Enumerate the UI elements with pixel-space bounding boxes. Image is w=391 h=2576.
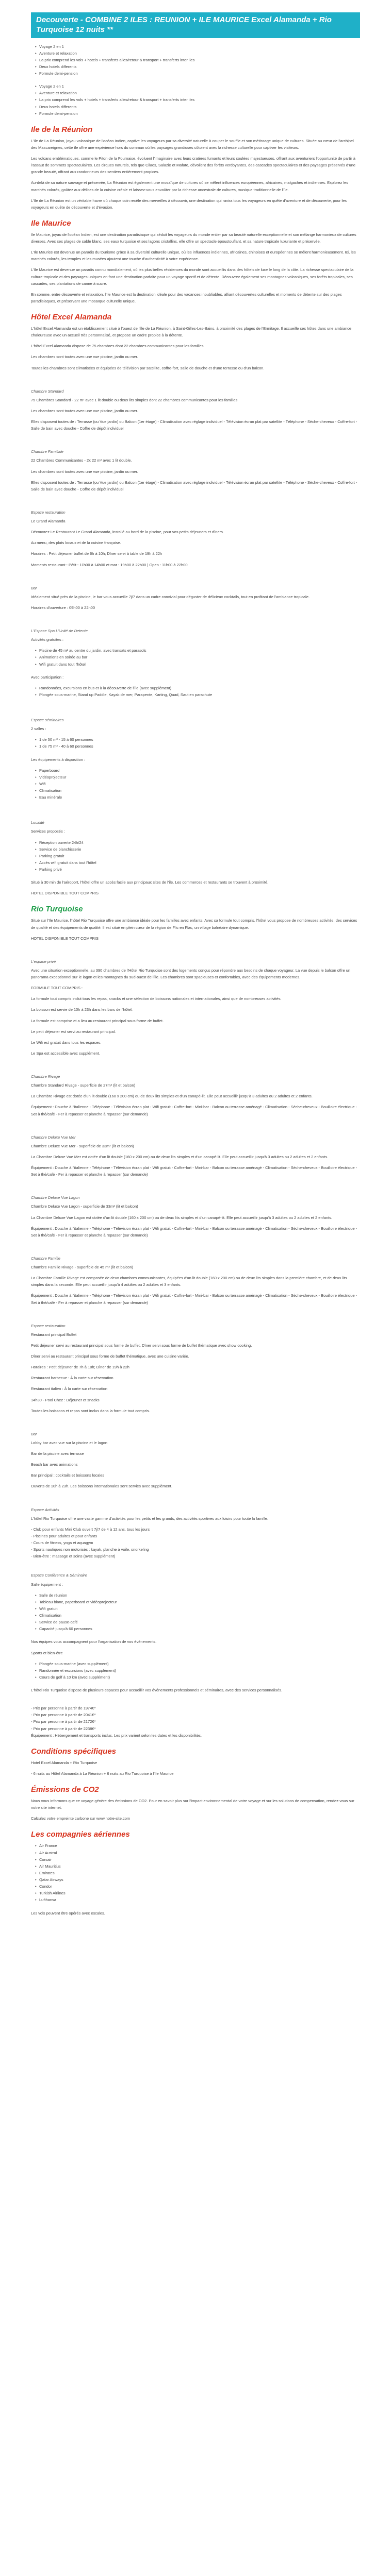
list-item: • Parking gratuit bbox=[35, 853, 360, 859]
list-item: • Cours de golf à 10 km (avec supplément) bbox=[35, 1674, 360, 1681]
rio-rooms4-label: Chambre Famille bbox=[31, 1256, 61, 1261]
paragraph: Équipement : Hébergement et transports inclus. Les prix varient selon les dates et les disponibilités. bbox=[31, 1733, 202, 1738]
wellness-label: L'Espace Spa L'Unité de Detente bbox=[31, 629, 88, 633]
paragraph: La Chambre Deluxe Vue Mer est dotée d'un lit double (160 x 200 cm) ou de deux lits simples et d'un canapé-lit. Elle peut accueillir jusqu'à 3 adultes ou 2 adultes et 2 enfants. bbox=[31, 1154, 329, 1159]
paragraph: Chambre Deluxe Vue Mer - superficie de 33m² (lit et balcon) bbox=[31, 1143, 134, 1148]
rio-rooms-label: Chambre Rivage bbox=[31, 1074, 60, 1079]
rooms-label: Chambre Standard bbox=[31, 388, 64, 394]
section-heading-airlines: Les compagnies aériennes bbox=[31, 1830, 130, 1839]
paragraph: La formule tout compris inclut tous les repas, snacks et une sélection de boissons nationales et internationales, ainsi que de nombreuses activités. bbox=[31, 996, 282, 1002]
paragraph: Équipement : Douche à l'italienne - Téléphone - Télévision écran plat - Wifi gratuit - Coffre-fort - Mini-bar - Balcon ou terrasse aménagé - Climatisation - Sèche-cheveux - Bouilloire électrique - Set à thé/café - Fer à repasser et planche à repasser (sur demande) bbox=[31, 1226, 357, 1238]
paragraph: Ouverts de 10h à 23h. Les boissons internationales sont servies avec supplément. bbox=[31, 1484, 172, 1489]
list-item: • 1 de 75 m² - 40 à 60 personnes bbox=[35, 743, 360, 750]
paragraph: - 6 nuits au Hôtel Alamanda à La Réunion + 6 nuits au Rio Turquoise à l'Ile Maurice bbox=[31, 1771, 174, 1776]
airlines-list bbox=[35, 1842, 360, 1903]
paragraph: Situé à 30 min de l'aéroport, l'hôtel offre un accès facile aux principaux sites de l'île. Les commerces et restaurants se trouvent à proximité. bbox=[31, 880, 269, 885]
price-item: - Prix par personne à partir de 1974€* bbox=[31, 1706, 96, 1711]
list-item: • Qatar Airways bbox=[35, 1876, 360, 1883]
restaurant-label: Espace restauration bbox=[31, 510, 66, 515]
list-item: • Randonnée et excursions (avec supplément) bbox=[35, 1667, 360, 1674]
list-item: • Voyage 2 en 1 bbox=[35, 43, 360, 50]
list-item: • Voyage 2 en 1 bbox=[35, 83, 360, 90]
paragraph: Services proposés : bbox=[31, 829, 65, 834]
rio-resto-label: Espace restauration bbox=[31, 1323, 66, 1328]
paragraph: Nous vous informons que ce voyage génère des émissions de CO2. Pour en savoir plus sur l'impact environnemental de votre voyage et sur les solutions de compensation, rendez-vous sur notre site internet. bbox=[31, 1799, 354, 1810]
paragraph: Les chambres sont toutes avec une vue piscine, jardin ou mer. bbox=[31, 408, 138, 413]
paragraph: Horaires : Petit déjeuner de 7h à 10h; Dîner de 19h à 22h bbox=[31, 1365, 129, 1370]
paragraph: L'hôtel Rio Turquoise offre une vaste gamme d'activités pour les petits et les grands, des activités sportives aux loisirs pour toute la famille. bbox=[31, 1516, 269, 1521]
sports-list bbox=[35, 1660, 360, 1681]
paragraph: HOTEL DISPONIBLE TOUT COMPRIS bbox=[31, 891, 99, 896]
paragraph: 2 salles : bbox=[31, 726, 46, 732]
list-item: • Tableau blanc, paperboard et vidéoprojecteur bbox=[35, 1599, 360, 1605]
list-item: - Bien-être : massage et soins (avec supplément) bbox=[31, 1554, 116, 1559]
pricing-list bbox=[31, 1705, 360, 1732]
paragraph: Horaires : Petit déjeuner buffet de 6h à 10h; Dîner servi à table de 19h à 22h bbox=[31, 551, 162, 556]
paragraph: Chambre Deluxe Vue Lagon - superficie de 33m² (lit et balcon) bbox=[31, 1204, 138, 1209]
list-item: • Capacité jusqu'à 60 personnes bbox=[35, 1625, 360, 1632]
list-item: • La prix comprend les vols + hotels + transferts alles/retour & transport + transferts inter iles bbox=[35, 57, 360, 63]
paragraph: L'Ile de La Réunion, joyau volcanique de l'océan Indien, captive les voyageurs par sa diversité naturelle à couper le souffle et son métissage unique de cultures. Située au cœur de l'archipel des Mascareignes, cette île offre une expérience hors du commun où les paysages grandioses côtoient avec la richesse culturelle pour captiver les visiteurs. bbox=[31, 138, 354, 150]
paragraph: Le petit déjeuner est servi au restaurant principal. bbox=[31, 1029, 116, 1034]
paragraph: Restaurant principal Buffet bbox=[31, 1332, 77, 1337]
list-item: • Paperboard bbox=[35, 767, 360, 774]
list-item: • Air Austral bbox=[35, 1850, 360, 1856]
page-title: Decouverte - COMBINE 2 ILES : REUNION + ILE MAURICE Excel Alamanda + Rio Turquoise 12 nuits ** bbox=[31, 12, 360, 38]
paragraph: 14h30 - Pool Chez : Déjeuner et snacks bbox=[31, 1397, 100, 1402]
paragraph: 22 Chambres Communicantes - 2x 22 m² avec 1 lit double. bbox=[31, 458, 132, 463]
section-heading-rio-turquoise: Rio Turquoise bbox=[31, 905, 83, 914]
paragraph: Équipement : Douche à l'italienne - Téléphone - Télévision écran plat - Wifi gratuit - Coffre-fort - Mini-bar - Balcon ou terrasse aménagé - Climatisation - Sèche-cheveux - Bouilloire électrique - Set à thé/café - Fer à repasser et planche à repasser (sur demande) bbox=[31, 1105, 357, 1116]
paragraph: L'Ile Maurice est devenue un paradis connu mondialement, où les plus belles résidences du monde sont accueillis dans des hôtels de luxe le long de la côte. La richesse spectaculaire de la culture tropicale et des paysages uniques en font une destination parfaite pour un voyage sportif et de détente. Découvrez également ses montagnes volcaniques, ses forêts tropicales, ses cascades, ses plantations de canne à sucre. bbox=[31, 267, 354, 286]
equipment-list bbox=[35, 767, 360, 801]
list-item: • Plongée sous-marine (avec supplément) bbox=[35, 1660, 360, 1667]
paragraph: Avec une situation exceptionnelle, au 390 chambres de l'Hôtel Rio Turquoise sont des logements conçus pour répondre aux besoins de chaque voyageur. La vue depuis le balcon offre un panorama exceptionnel sur le lagon et les montagnes du sud-ouest de l'île. Les chambres sont spacieuses et confortables, avec des équipements modernes. bbox=[31, 968, 351, 979]
paragraph: Moments restaurant : Pétit : 11h00 à 14h00 et mar : 19h00 à 22h00 | Open : 11h00 à 22h00 bbox=[31, 562, 188, 567]
wellness2-list bbox=[35, 685, 360, 698]
paragraph: Les chambres sont toutes avec une vue piscine, jardin ou mer. bbox=[31, 354, 138, 360]
paragraph: La Chambre Famille Rivage est composée de deux chambres communicantes, équipées d'un lit double (160 x 200 cm) ou de deux lits simples dans la première chambre, et de deux lits simples dans la seconde. Elle peut accueillir jusqu'à 4 adultes ou 2 adultes et 3 enfants. bbox=[31, 1276, 347, 1287]
list-item: • Condor bbox=[35, 1883, 360, 1890]
list-item: • Parking privé bbox=[35, 866, 360, 873]
list-item: • Service de blanchisserie bbox=[35, 846, 360, 853]
paragraph: L'Ile de La Réunion est un véritable havre où chaque coin recèle des merveilles à découvrir, une destination qui ravira tous les voyageurs en quête d'aventure et de découverte, pour les voyageurs en quête de découverte et d'évasion. bbox=[31, 198, 347, 210]
paragraph: La Chambre Deluxe Vue Lagon est dotée d'un lit double (160 x 200 cm) ou de deux lits simples et d'un canapé-lit. Elle peut accueillir jusqu'à 3 adultes ou 2 adultes et 2 enfants. bbox=[31, 1215, 332, 1220]
section-heading-alamanda: Hôtel Excel Alamanda bbox=[31, 313, 112, 321]
section-heading-maurice: Ile Maurice bbox=[31, 218, 71, 228]
paragraph: Sports et bien-être bbox=[31, 1650, 63, 1655]
paragraph: Découvrez Le Restaurant Le Grand Alamanda, installé au bord de la piscine, pour vos petits déjeuners et dîners. bbox=[31, 530, 224, 535]
paragraph: Bar de la piscine avec terrasse bbox=[31, 1451, 84, 1456]
paragraph: Dîner servi au restaurant principal sous forme de buffet thématique, avec une cuisine variée. bbox=[31, 1354, 189, 1359]
paragraph: En somme, entre découverte et relaxation, l'Ile Maurice est la destination idéale pour des vacances inoubliables, alliant découvertes culturelles et moments de détente sur des plages paradisiaques, et préservant une mosaïque culturelle unique. bbox=[31, 292, 342, 303]
price-item: - Prix par personne à partir de 2041€* bbox=[31, 1713, 96, 1718]
intro-list-repeat bbox=[35, 83, 360, 117]
paragraph: Idéalement situé près de la piscine, le bar vous accueille 7j/7 dans un cadre convivial pour déguster de délicieux cocktails, tout en profitant de l'ambiance tropicale. bbox=[31, 594, 310, 599]
list-item: • La prix comprend les vols + hotels + transferts alles/retour & transport + transferts inter iles bbox=[35, 96, 360, 103]
rooms2-label: Chambre Familiale bbox=[31, 449, 63, 454]
paragraph: Les chambres sont toutes avec une vue piscine, jardin ou mer. bbox=[31, 469, 138, 474]
services-list bbox=[35, 839, 360, 873]
price-item: - Prix par personne à partir de 2238€* bbox=[31, 1726, 96, 1731]
paragraph: Les volcans emblématiques, comme le Piton de la Fournaise, évoluent l'imaginaire avec leurs cratères fumants et leurs coulées majestueuses, offrant aux aventuriers l'opportunité de partir à l'assaut de sommets spectaculaires. Les cirques naturels, tels que Cilaos, Salazie et Mafate, dévoilent des forêts verdoyantes, des cascades spectaculaires et des paysages préservés d'une grande beauté, offrant aux randonneurs des sentiers entièrement propices. bbox=[31, 156, 356, 175]
paragraph: La boisson est servie de 10h à 23h dans les bars de l'hôtel. bbox=[31, 1007, 133, 1012]
list-item: • Turkish Airlines bbox=[35, 1890, 360, 1896]
seminar-list bbox=[35, 736, 360, 750]
paragraph: Restaurant italien : À la carte sur réservation bbox=[31, 1386, 107, 1392]
paragraph: Les équipements à disposition : bbox=[31, 757, 86, 762]
rio-rooms3-label: Chambre Deluxe Vue Lagon bbox=[31, 1195, 80, 1200]
paragraph: Équipement : Douche à l'italienne - Téléphone - Télévision écran plat - Wifi gratuit - Coffre-fort - Mini-bar - Balcon ou terrasse aménagé - Climatisation - Sèche-cheveux - Bouilloire électrique - Set à thé/café - Fer à repasser et planche à repasser (sur demande) bbox=[31, 1165, 357, 1177]
paragraph: Nos équipes vous accompagnent pour l'organisation de vos événements. bbox=[31, 1639, 157, 1645]
paragraph: HOTEL DISPONIBLE TOUT COMPRIS bbox=[31, 936, 99, 941]
list-item: • Emirates bbox=[35, 1870, 360, 1876]
list-item: • Animations en soirée au bar bbox=[35, 654, 360, 660]
list-item: • Aventure et relaxation bbox=[35, 50, 360, 57]
paragraph: La Chambre Rivage est dotée d'un lit double (160 x 200 cm) ou de deux lits simples et d'un canapé-lit. Elle peut accueillir jusqu'à 3 adultes ou 2 adultes et 2 enfants. bbox=[31, 1094, 313, 1099]
paragraph: Salle équipement : bbox=[31, 1582, 63, 1587]
list-item: • Lufthansa bbox=[35, 1896, 360, 1903]
paragraph: FORMULE TOUT COMPRIS : bbox=[31, 986, 83, 991]
rio-activities-label: Espace Activités bbox=[31, 1507, 59, 1512]
list-item: • Eau minérale bbox=[35, 794, 360, 801]
price-item: - Prix par personne à partir de 2172€* bbox=[31, 1719, 96, 1724]
paragraph: Au-delà de sa nature sauvage et préservée, La Réunion est également une mosaïque de cultures où se mêlent influences européennes, africaines, malgaches et indiennes. Explorez les marchés colorés, goûtez aux délices de la cuisine créole et laissez-vous envoûter par la richesse ancestrale de cultures, musique traditionnelle de l'île. bbox=[31, 180, 348, 192]
wellness-list bbox=[35, 647, 360, 667]
paragraph: Toutes les chambres sont climatisées et équipées de télévision par satellite, coffre-fort, salle de douche et d'une terrasse ou d'un balcon. bbox=[31, 365, 265, 370]
paragraph: Beach bar avec animations bbox=[31, 1462, 78, 1467]
list-item: • Piscine de 45 m² au centre du jardin, avec transats et parasols bbox=[35, 647, 360, 654]
activities-list bbox=[31, 1526, 360, 1560]
section-heading-conditions: Conditions spécifiques bbox=[31, 1747, 117, 1756]
list-item: • Accès wifi gratuit dans tout l'hôtel bbox=[35, 859, 360, 866]
list-item: • Wifi gratuit bbox=[35, 1605, 360, 1612]
paragraph: Lobby bar avec vue sur la piscine et le lagon bbox=[31, 1440, 108, 1445]
list-item: • Formule demi-pension bbox=[35, 70, 360, 77]
section-heading-reunion: Ile de la Réunion bbox=[31, 125, 93, 134]
paragraph: Bar principal : cocktails et boissons locales bbox=[31, 1473, 105, 1478]
paragraph: Calculez votre empreinte carbone sur www.notre-site.com bbox=[31, 1816, 131, 1821]
paragraph: Situé sur l'Ile Maurice, l'hôtel Rio Turquoise offre une ambiance idéale pour les familles avec enfants. Avec sa formule tout compris, l'hôtel vous propose de nombreuses activités, des services de qualité et des équipements de qualité. Il est situé en plein cœur de la région de Flic en Flac, un village balnéaire dynamique. bbox=[31, 918, 357, 930]
list-item: • Climatisation bbox=[35, 1612, 360, 1619]
paragraph: L'Ile Maurice est devenue un paradis du tourisme grâce à sa diversité culturelle unique, où les influences indiennes, africaines, chinoises et européennes se mêlent harmonieusement. Ici, les marchés colorés, les temples et les musées ajoutent une touche d'authenticité à votre expérience. bbox=[31, 250, 356, 262]
paragraph: Hotel Excel Alamanda + Rio Turquoise bbox=[31, 1760, 97, 1765]
paragraph: Chambre Famille Rivage - superficie de 45 m² (lit et balcon) bbox=[31, 1265, 133, 1269]
list-item: • Wifi gratuit dans tout l'hôtel bbox=[35, 661, 360, 668]
paragraph: Le Wifi est gratuit dans tous les espaces. bbox=[31, 1040, 102, 1045]
list-item: • Réception ouverte 24h/24 bbox=[35, 839, 360, 846]
seminar-label: Espace séminaires bbox=[31, 718, 64, 722]
section-heading-emissions: Émissions de CO2 bbox=[31, 1785, 99, 1794]
paragraph: Petit déjeuner servi au restaurant principal sous forme de buffet. Dîner servi sous forme de buffet thématique avec show cooking. bbox=[31, 1343, 252, 1348]
paragraph: Toutes les boissons et repas sont inclus dans la formule tout compris. bbox=[31, 1408, 150, 1413]
paragraph: L'hôtel Rio Turquoise dispose de plusieurs espaces pour accueillir vos événements professionnels et séminaires, avec des services personnalisés. bbox=[31, 1688, 283, 1692]
paragraph: Les vols peuvent être opérés avec escales. bbox=[31, 1910, 105, 1916]
list-item: - Cours de fitness, yoga et aquagym bbox=[31, 1540, 93, 1545]
list-item: • Air France bbox=[35, 1842, 360, 1849]
paragraph: Le Spa est accessible avec supplément. bbox=[31, 1050, 100, 1056]
paragraph: Avec participation : bbox=[31, 674, 64, 680]
intro-list bbox=[35, 43, 360, 77]
paragraph: Ile Maurice, joyau de l'océan Indien, est une destination paradisiaque qui séduit les voyageurs du monde entier par sa beauté naturelle exceptionnelle et son mélange harmonieux de cultures diverses. Avec ses plages de sable blanc, ses eaux turquoise et ses lagons cristallins, elle offre un spectacle époustouflant, et sa nature tropicale luxuriante et préservée. bbox=[31, 232, 356, 244]
list-item: • Aventure et relaxation bbox=[35, 90, 360, 96]
paragraph: L'hôtel Excel Alamanda dispose de 75 chambres dont 22 chambres communicantes pour les familles. bbox=[31, 344, 205, 349]
paragraph: Restaurant barbecue : À la carte sur réservation bbox=[31, 1376, 113, 1381]
paragraph: Équipement : Douche à l'italienne - Téléphone - Télévision écran plat - Wifi gratuit - Coffre-fort - Mini-bar - Balcon ou terrasse aménagé - Climatisation - Sèche-cheveux - Bouilloire électrique - Set à thé/café - Fer à repasser et planche à repasser (sur demande) bbox=[31, 1293, 357, 1305]
rio-rooms2-label: Chambre Deluxe Vue Mer bbox=[31, 1134, 76, 1140]
bar-label: Bar bbox=[31, 585, 37, 590]
paragraph: Au menu, des plats locaux et de la cuisine française. bbox=[31, 540, 121, 546]
rio-seminar-list bbox=[35, 1592, 360, 1633]
paragraph: Elles disposent toutes de : Terrasse (ou Vue jardin) ou Balcon (1er étage) - Climatisation avec réglage individuel - Télévision écran plat par satellite - Téléphone - Sèche-cheveux - Coffre-fort - Salle de bain avec douche - Coffre de dépôt individuel bbox=[31, 480, 357, 492]
paragraph: L'hôtel Excel Alamanda est un établissement situé à l'ouest de l'île de La Réunion, à Saint-Gilles-Les-Bains, à proximité des plages de l'Ermitage. Il accueille ses hôtes dans une ambiance chaleureuse avec un accueil très personnalisé, et propose un cadre propice à la détente. bbox=[31, 326, 352, 338]
rio-seminar-label: Espace Conférence & Séminaire bbox=[31, 1573, 87, 1578]
list-item: • Wifi bbox=[35, 781, 360, 787]
list-item: • Randonnées, excursions en bus et à la découverte de l'île (avec supplément) bbox=[35, 685, 360, 691]
location-label: Localité bbox=[31, 820, 44, 825]
list-item: - Club pour enfants Mini Club ouvert 7j/7 de 4 à 12 ans, tous les jours bbox=[31, 1527, 150, 1532]
list-item: • Plongée sous-marine, Stand up Paddle, Kayak de mer, Parapente, Karting, Quad, Saut en parachute bbox=[35, 691, 360, 698]
paragraph: Activités gratuites : bbox=[31, 637, 63, 642]
list-item: • Formule demi-pension bbox=[35, 110, 360, 117]
list-item: • Salle de réunion bbox=[35, 1592, 360, 1599]
paragraph: Chambre Standard Rivage - superficie de 27m² (lit et balcon) bbox=[31, 1083, 136, 1088]
list-item: • Service de pause-café bbox=[35, 1619, 360, 1625]
list-item: • Corsair bbox=[35, 1856, 360, 1863]
list-item: • Deux hotels differents bbox=[35, 63, 360, 70]
list-item: • Air Mauritius bbox=[35, 1863, 360, 1870]
list-item: - Sports nautiques non motorisés : kayak, planche à voile, snorkeling bbox=[31, 1547, 149, 1552]
paragraph: La formule est comprise et a lieu au restaurant principal sous forme de buffet. bbox=[31, 1018, 164, 1023]
rio-bar-label: Bar bbox=[31, 1431, 37, 1436]
list-item: • Climatisation bbox=[35, 787, 360, 794]
paragraph: Elles disposent toutes de : Terrasse (ou Vue jardin) ou Balcon (1er étage) - Climatisation avec réglage individuel - Télévision écran plat par satellite - Téléphone - Sèche-cheveux - Coffre-fort - Salle de bain avec douche - Coffre de dépôt individuel bbox=[31, 419, 357, 431]
list-item: • Vidéoprojecteur bbox=[35, 774, 360, 781]
list-item: - Piscines pour adultes et pour enfants bbox=[31, 1533, 97, 1538]
list-item: • 1 de 50 m² - 15 à 60 personnes bbox=[35, 736, 360, 743]
paragraph: 75 Chambres Standard - 22 m² avec 1 lit double ou deux lits simples dont 22 chambres communicantes pour les familles bbox=[31, 397, 238, 402]
rio-desc-label: L'espace privé bbox=[31, 959, 56, 964]
list-item: • Deux hotels differents bbox=[35, 104, 360, 110]
paragraph: Le Grand Alamanda bbox=[31, 519, 66, 523]
paragraph: Horaires d'ouverture : 09h00 à 22h00 bbox=[31, 605, 95, 610]
